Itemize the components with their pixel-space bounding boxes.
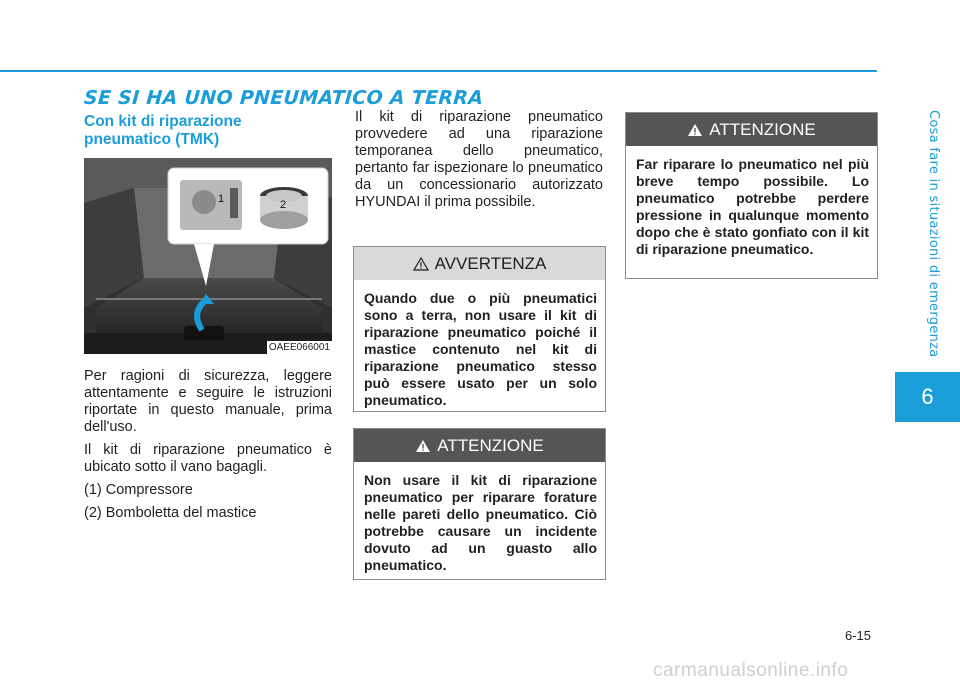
warning-title: AVVERTENZA [434,253,547,273]
trunk-illustration [84,158,332,354]
list-item-compressor: (1) Compressore [84,482,193,498]
caution-box-right [625,112,878,279]
subheading: Con kit di riparazione pneumatico (TMK) [84,113,242,148]
trunk-photo [84,158,332,354]
caution-text: Far riparare lo pneumatico nel più breve tempo possibile. Lo pneumatico potrebbe perdere pressione in qualunque momento dopo che è stato gonfiato con il kit di riparazione pneumatico. [636,156,869,257]
page-number: 6-15 [845,628,872,643]
caution-header [626,113,877,146]
section-title: SE SI HA UNO PNEUMATICO A TERRA [83,87,485,109]
left-column-text [84,368,332,528]
chapter-tab[interactable]: 6 [895,372,960,422]
paragraph: Per ragioni di sicurezza, leggere attentamente e seguire le istruzioni riportate in questo manuale, prima dell'uso. [84,368,332,435]
middle-column-text [355,109,603,217]
callout-label-1: 1 [218,193,225,205]
chapter-title: Cosa fare in situazioni di emergenza [926,110,941,358]
warning-text: Quando due o più pneumatici sono a terra, non usare il kit di riparazione pneumatico poiché il mastice contenuto nel kit di riparazione pneumatico stesso può essere usato per un solo pneumatico. [364,290,597,408]
paragraph: Il kit di riparazione pneumatico è ubicato sotto il vano bagagli. [84,442,332,475]
warning-triangle-icon [413,257,429,271]
caution-triangle-icon [415,439,431,453]
caution-box-middle [353,428,606,580]
caution-title: ATTENZIONE [709,119,816,139]
watermark: carmanualsonline.info [653,660,849,681]
caution-text: Non usare il kit di riparazione pneumatico per riparare forature nelle pareti dello pneumatico. Ciò potrebbe causare un incidente dovuto ad un guasto allo pneumatico. [364,472,597,573]
callout-label-2: 2 [280,199,287,211]
list-item-sealant: (2) Bomboletta del mastice [84,505,257,521]
paragraph: Il kit di riparazione pneumatico provvedere ad una riparazione temporanea dello pneumatico, pertanto far ispezionare lo pneumatico da un concessionario autorizzato HYUNDAI il prima possibile. [355,109,603,210]
warning-header [354,247,605,280]
top-rule [0,70,877,72]
caution-triangle-icon [687,123,703,137]
caution-title: ATTENZIONE [437,435,544,455]
figure-code: OAEE066001 [268,342,330,353]
warning-box [353,246,606,412]
caution-header [354,429,605,462]
